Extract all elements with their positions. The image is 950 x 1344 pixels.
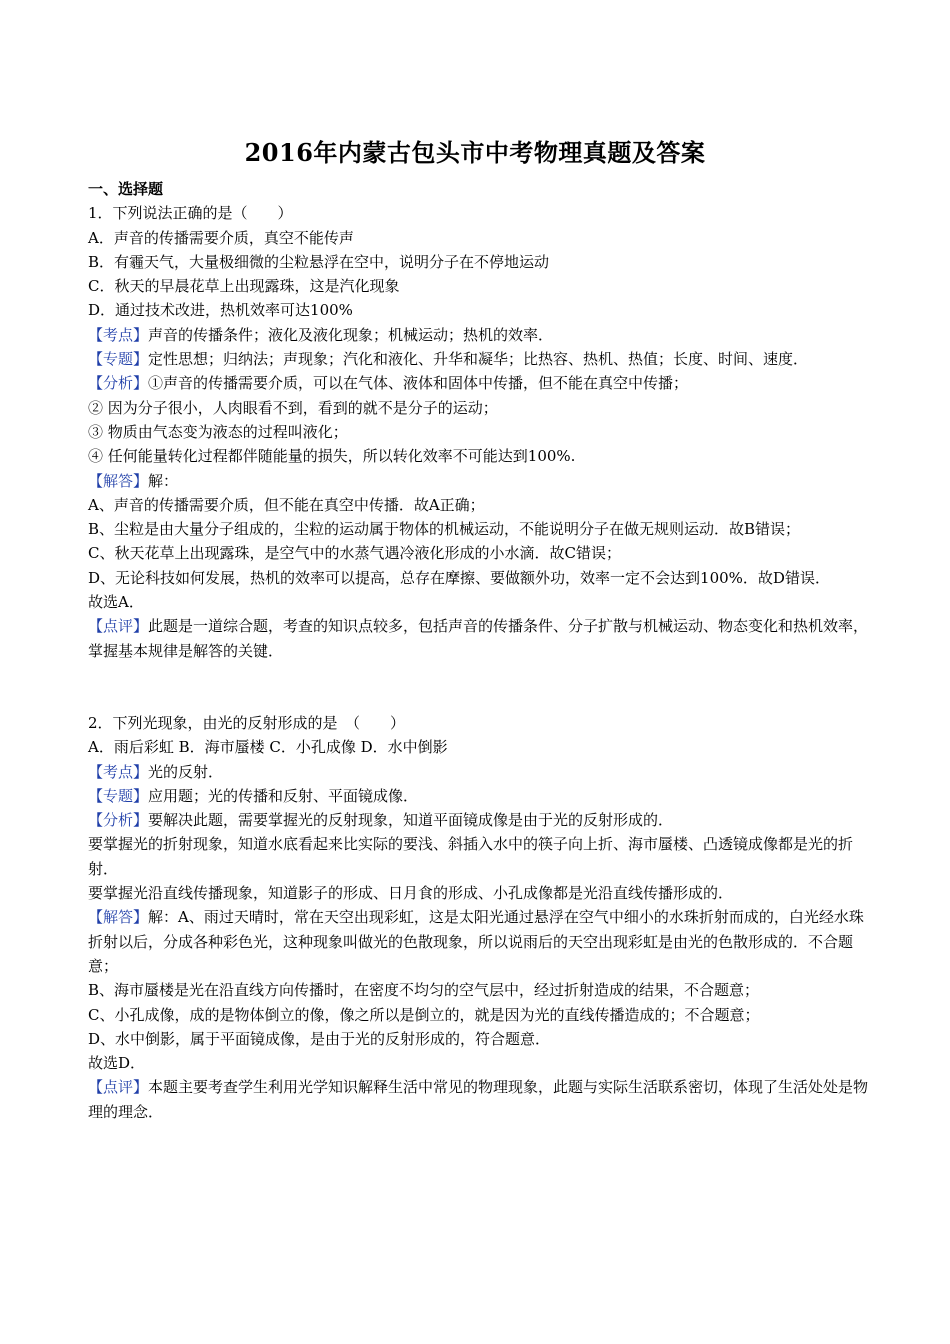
fenxi-tag: 【分析】 [88, 374, 149, 393]
question-2 [88, 711, 878, 1124]
fenxi-row [88, 371, 878, 395]
option-c: C．秋天的早晨花草上出现露珠，这是汽化现象 [88, 277, 400, 296]
zhuanti-row [88, 347, 878, 371]
zhuanti-tag: 【专题】 [88, 350, 149, 369]
page-title: 2016年内蒙古包头市中考物理真题及答案 [244, 138, 706, 167]
option-b: B．有霾天气，大量极细微的尘粒悬浮在空中，说明分子在不停地运动 [88, 252, 550, 271]
fenxi-line: ④ 任何能量转化过程都伴随能量的损失，所以转化效率不可能达到100%. [88, 447, 576, 466]
fenxi-line: ② 因为分子很小，人肉眼看不到，看到的就不是分子的运动； [88, 398, 498, 417]
dianping-text: 本题主要考查学生利用光学知识解释生活中常见的物理现象，此题与实际生活联系密切，体现了生活处处是物理的理念． [88, 1078, 869, 1121]
fenxi-line: ③ 物质由气态变为液态的过程叫液化； [88, 422, 348, 441]
jieda-line: A、声音的传播需要介质，但不能在真空中传播．故A正确； [88, 495, 485, 514]
jieda-tag: 【解答】 [88, 908, 149, 927]
jieda-line: C、小孔成像，成的是物体倒立的像，像之所以是倒立的，就是因为光的直线传播造成的；不合题意； [88, 1005, 760, 1024]
question-1 [88, 201, 878, 663]
dianping-tag: 【点评】 [88, 1078, 149, 1097]
dianping-text: 此题是一道综合题，考查的知识点较多，包括声音的传播条件、分子扩散与机械运动、物态变化和热机效率，掌握基本规律是解答的关键． [88, 617, 869, 660]
dianping-row [88, 1075, 878, 1124]
dianping-tag: 【点评】 [88, 617, 149, 636]
jieda-text: 解：A、雨过天晴时，常在天空出现彩虹，这是太阳光通过悬浮在空气中细小的水珠折射而成的，白光经水珠折射以后，分成各种彩色光，这种现象叫做光的色散现象，所以说雨后的天空出现彩虹是由光的色散形成的．不合题意； [88, 908, 864, 975]
jieda-row [88, 905, 878, 978]
jieda-head: 解： [148, 471, 179, 490]
kaodian-tag: 【考点】 [88, 325, 149, 344]
question-stem: 2．下列光现象，由光的反射形成的是 （ ） [88, 713, 406, 732]
zhuanti-text: 应用题；光的传播和反射、平面镜成像． [148, 786, 419, 805]
fenxi-text: ①声音的传播需要介质，可以在气体、液体和固体中传播，但不能在真空中传播； [148, 374, 689, 393]
jieda-tag: 【解答】 [88, 471, 149, 490]
jieda-line: B、海市蜃楼是光在沿直线方向传播时，在密度不均匀的空气层中，经过折射造成的结果，不合题意； [88, 981, 760, 1000]
fenxi-line: 要掌握光的折射现象，知道水底看起来比实际的要浅、斜插入水中的筷子向上折、海市蜃楼、凸透镜成像都是光的折射． [88, 835, 854, 878]
fenxi-line: 要掌握光沿直线传播现象，知道影子的形成、日月食的形成、小孔成像都是光沿直线传播形成的． [88, 884, 734, 903]
zhuanti-tag: 【专题】 [88, 786, 149, 805]
jieda-line: D、水中倒影，属于平面镜成像，是由于光的反射形成的，符合题意． [88, 1029, 551, 1048]
zhuanti-row [88, 784, 878, 808]
jieda-row [88, 469, 878, 493]
zhuanti-text: 定性思想；归纳法；声现象；汽化和液化、升华和凝华；比热容、热机、热值；长度、时间、速度． [148, 350, 809, 369]
document-body [88, 177, 878, 1124]
question-stem: 1．下列说法正确的是（ ） [88, 204, 293, 223]
jieda-line: C、秋天花草上出现露珠，是空气中的水蒸气遇冷液化形成的小水滴．故C错误； [88, 544, 621, 563]
answer: 故选A． [88, 593, 144, 612]
option-d: D．通过技术改进，热机效率可达100% [88, 301, 353, 320]
options-row: A．雨后彩虹 B．海市蜃楼 C．小孔成像 D．水中倒影 [88, 738, 448, 757]
spacer [88, 663, 878, 711]
fenxi-row [88, 808, 878, 832]
answer: 故选D． [88, 1054, 146, 1073]
dianping-row [88, 614, 878, 663]
jieda-line: D、无论科技如何发展，热机的效率可以提高，总存在摩擦、要做额外功，效率一定不会达到100%．故D错误． [88, 568, 830, 587]
fenxi-text: 要解决此题，需要掌握光的反射现象，知道平面镜成像是由于光的反射形成的． [148, 811, 674, 830]
jieda-line: B、尘粒是由大量分子组成的，尘粒的运动属于物体的机械运动，不能说明分子在做无规则运动．故B错误； [88, 520, 801, 539]
kaodian-row [88, 760, 878, 784]
section-heading: 一、选择题 [88, 180, 164, 198]
kaodian-tag: 【考点】 [88, 762, 149, 781]
option-a: A．声音的传播需要介质，真空不能传声 [88, 228, 354, 247]
kaodian-text: 光的反射． [148, 762, 224, 781]
kaodian-text: 声音的传播条件；液化及液化现象；机械运动；热机的效率． [148, 325, 554, 344]
kaodian-row [88, 323, 878, 347]
fenxi-tag: 【分析】 [88, 811, 149, 830]
